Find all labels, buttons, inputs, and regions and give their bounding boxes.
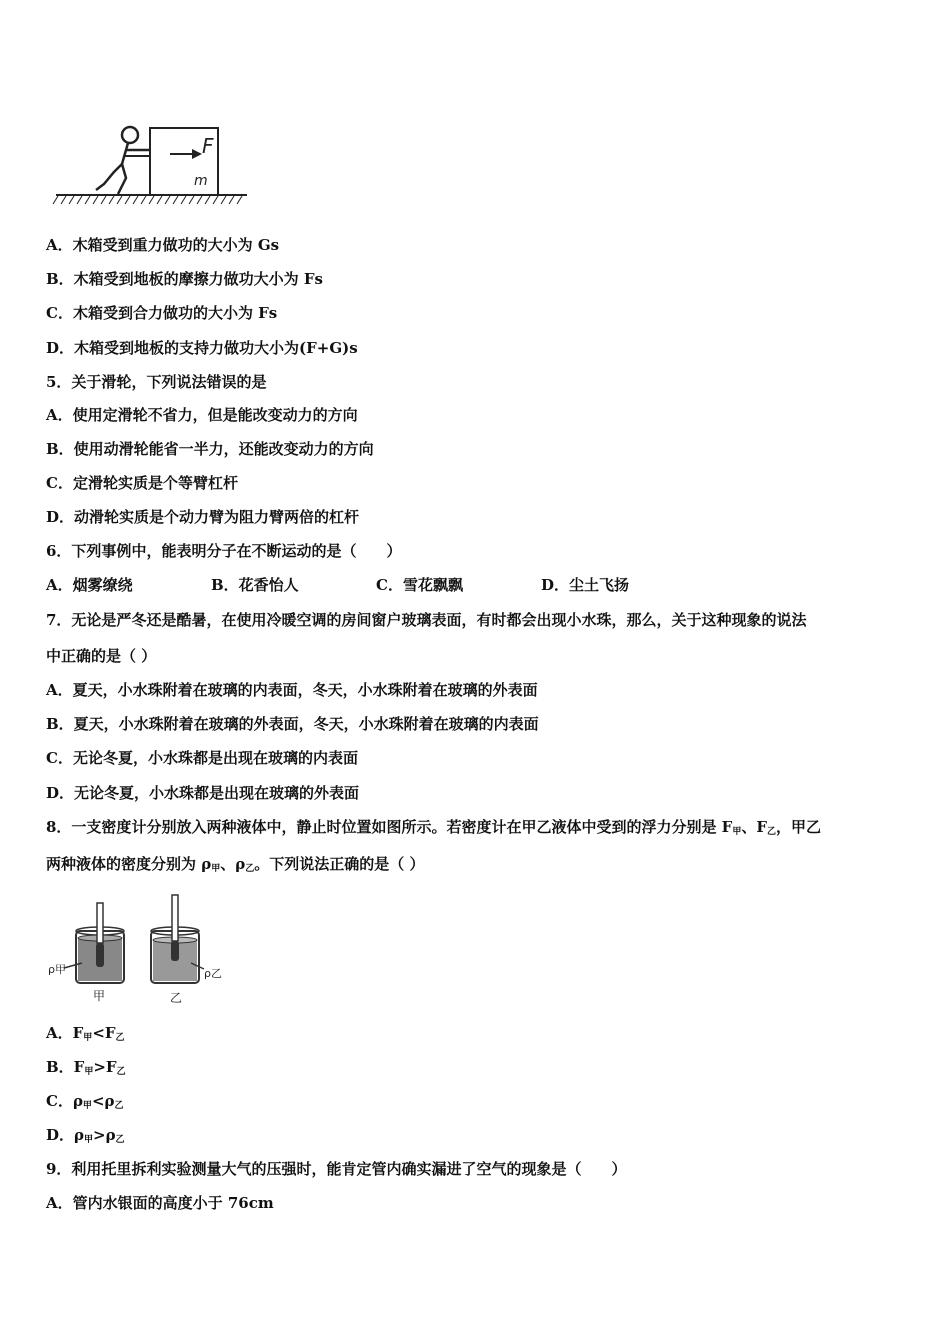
hydrometer-figure <box>46 893 236 1008</box>
q8-option-c: C．$\rho_甲<\rho_乙$ <box>46 1092 124 1111</box>
force-label: F <box>202 134 214 158</box>
rho-yi-label: ρ乙 <box>204 967 222 980</box>
q8-option-b: B．$F_甲>F_乙$ <box>46 1058 126 1077</box>
q8-option-a: A．$F_甲<F_乙$ <box>46 1024 125 1043</box>
q5-option-d: D．动滑轮实质是个动力臂为阻力臂两倍的杠杆 <box>46 508 360 526</box>
q5-stem: 5．关于滑轮，下列说法错误的是 <box>46 373 267 391</box>
q9-stem: 9．利用托里拆利实验测量大气的压强时，能肯定管内确实漏进了空气的现象是（ ） <box>46 1160 627 1178</box>
q8-stem-line2: 两种液体的密度分别为 $\rho_甲$、$\rho_乙$。下列说法正确的是（ ） <box>46 855 425 874</box>
q4-option-d: D．木箱受到地板的支持力做功大小为(F+G)s <box>46 339 358 357</box>
q4-option-a: A．木箱受到重力做功的大小为 Gs <box>46 236 280 254</box>
q6-option-a: A．烟雾缭绕 <box>46 576 133 594</box>
q5-option-a: A．使用定滑轮不省力，但是能改变动力的方向 <box>46 406 358 424</box>
q6-option-d: D．尘土飞扬 <box>541 576 630 594</box>
pushing-box-figure <box>52 120 252 210</box>
q6-option-c: C．雪花飘飘 <box>376 576 463 594</box>
q4-option-b: B．木箱受到地板的摩擦力做功大小为 Fs <box>46 270 323 288</box>
q7-option-c: C．无论冬夏，小水珠都是出现在玻璃的内表面 <box>46 749 358 767</box>
q6-option-b: B．花香怡人 <box>211 576 299 594</box>
label-yi: 乙 <box>170 991 183 1005</box>
q7-option-d: D．无论冬夏，小水珠都是出现在玻璃的外表面 <box>46 784 360 802</box>
q7-stem-line1: 7．无论是严冬还是酷暑，在使用冷暖空调的房间窗户玻璃表面，有时都会出现小水珠，那么，关于这种现象的说法 <box>46 611 807 629</box>
q8-stem-line1: 8．一支密度计分别放入两种液体中，静止时位置如图所示。若密度计在甲乙液体中受到的浮力分别是 $F_甲$、$F_乙$，甲乙 <box>46 818 822 837</box>
q8-option-d: D．$\rho_甲>\rho_乙$ <box>46 1126 125 1145</box>
rho-jia-label: ρ甲 <box>48 963 66 976</box>
mass-label: m <box>194 173 208 189</box>
q6-options <box>46 575 706 595</box>
q9-option-a: A．管内水银面的高度小于 76cm <box>46 1194 274 1212</box>
label-jia: 甲 <box>93 989 106 1003</box>
q6-stem: 6．下列事例中，能表明分子在不断运动的是（ ） <box>46 542 402 560</box>
q5-option-c: C．定滑轮实质是个等臂杠杆 <box>46 474 238 492</box>
q7-stem-line2: 中正确的是（ ） <box>46 647 157 665</box>
q7-option-a: A．夏天，小水珠附着在玻璃的内表面，冬天，小水珠附着在玻璃的外表面 <box>46 681 538 699</box>
q7-option-b: B．夏天，小水珠附着在玻璃的外表面，冬天，小水珠附着在玻璃的内表面 <box>46 715 539 733</box>
q5-option-b: B．使用动滑轮能省一半力，还能改变动力的方向 <box>46 440 374 458</box>
q4-option-c: C．木箱受到合力做功的大小为 Fs <box>46 304 278 322</box>
